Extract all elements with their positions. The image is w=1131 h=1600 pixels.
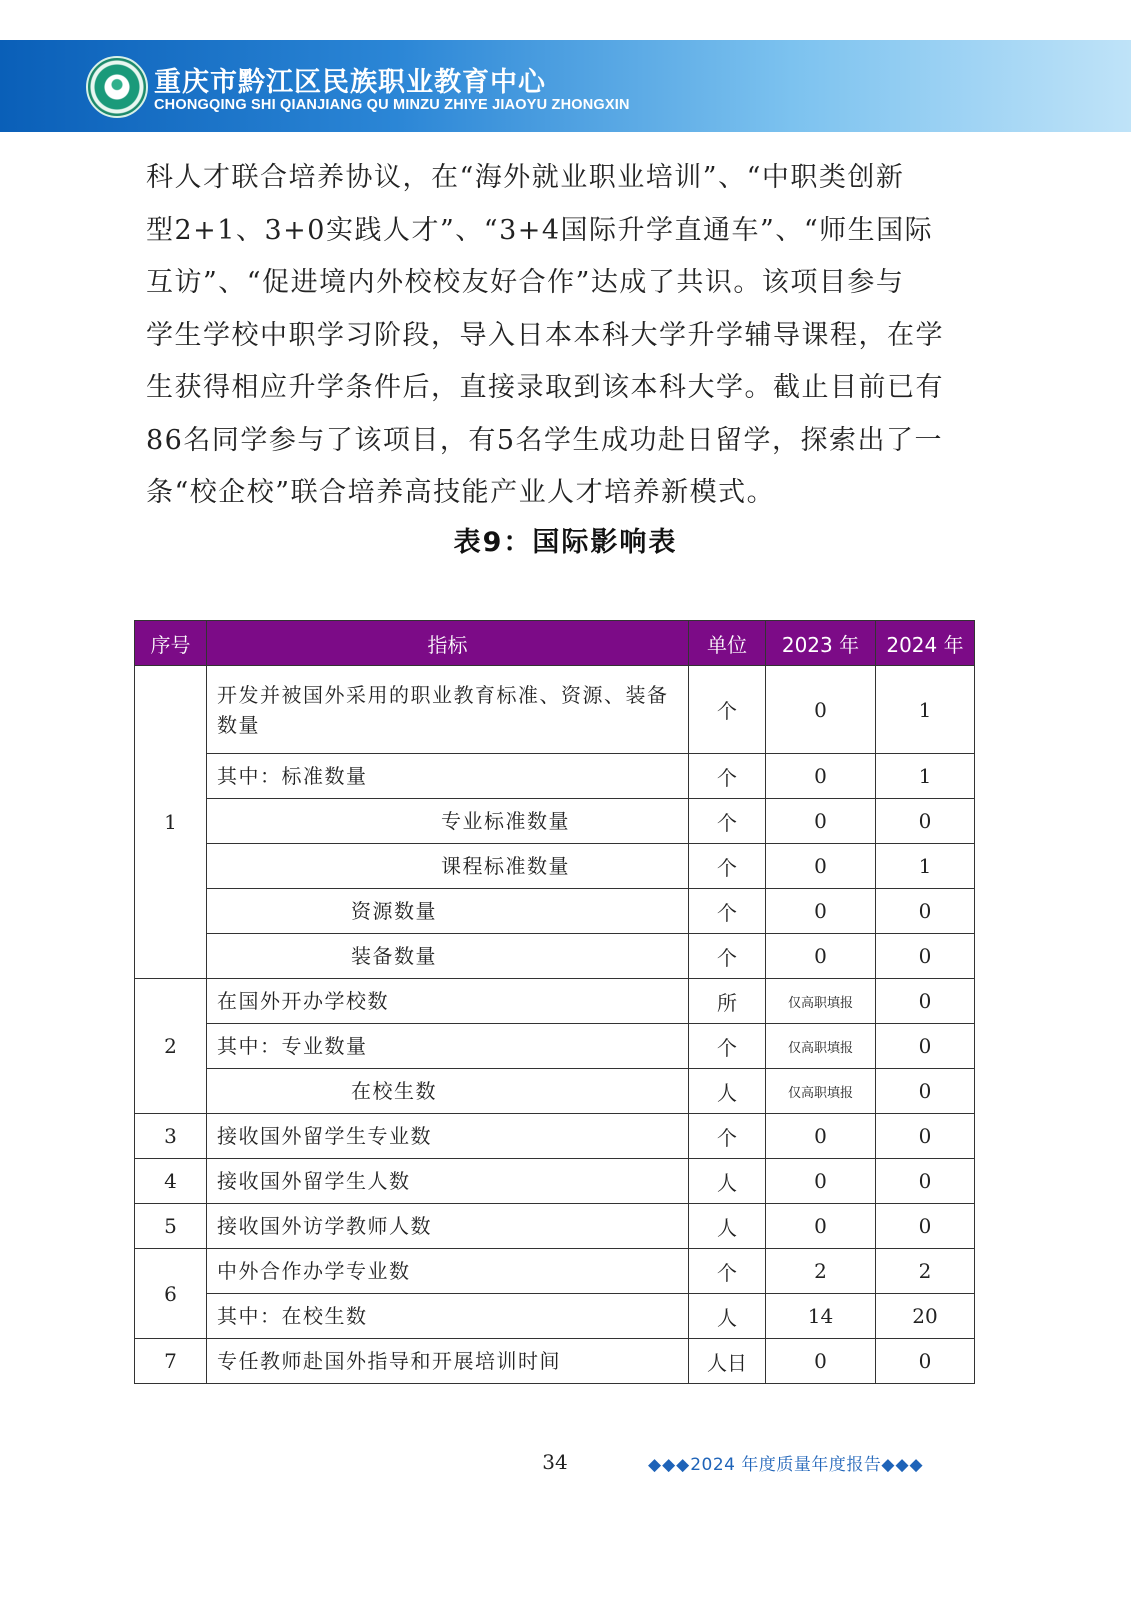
indicator-cell: 装备数量 (207, 934, 689, 979)
table-header-row (135, 621, 975, 666)
indicator-cell: 专任教师赴国外指导和开展培训时间 (207, 1339, 689, 1384)
page-number: 34 (542, 1450, 568, 1474)
value-2023-cell: 2 (766, 1249, 876, 1294)
value-2024-cell: 0 (876, 1204, 975, 1249)
indicator-cell: 专业标准数量 (207, 799, 689, 844)
indicator-cell: 在校生数 (207, 1069, 689, 1114)
table-row (135, 1294, 975, 1339)
value-2024-cell: 2 (876, 1249, 975, 1294)
table-row (135, 1339, 975, 1384)
paragraph-line: 互访”、“促进境内外校校友好合作”达成了共识。该项目参与 (146, 267, 905, 298)
row-number: 3 (135, 1114, 207, 1159)
value-2024-cell: 1 (876, 844, 975, 889)
table-row (135, 1159, 975, 1204)
table-row (135, 889, 975, 934)
value-2024-cell: 20 (876, 1294, 975, 1339)
value-2024-cell: 0 (876, 1024, 975, 1069)
unit-cell: 个 (689, 1114, 766, 1159)
table-row (135, 1069, 975, 1114)
emblem-center (105, 75, 129, 99)
value-2023-cell: 0 (766, 934, 876, 979)
diamond-icon: ◆◆◆ (648, 1455, 691, 1475)
international-influence-table (134, 620, 975, 1384)
unit-cell: 个 (689, 799, 766, 844)
column-header-indicator: 指标 (207, 621, 689, 666)
column-header-2023: 2023 年 (766, 621, 876, 666)
table-row (135, 799, 975, 844)
school-name: 重庆市黔江区民族职业教育中心 (154, 67, 546, 98)
table-row (135, 1204, 975, 1249)
row-number: 1 (135, 666, 207, 979)
value-2023-cell: 0 (766, 1159, 876, 1204)
footer-report-title (648, 1450, 924, 1475)
value-2023-cell: 仅高职填报 (766, 979, 876, 1024)
value-2023-cell: 仅高职填报 (766, 1024, 876, 1069)
table-row (135, 666, 975, 754)
value-2023-cell: 0 (766, 889, 876, 934)
unit-cell: 人 (689, 1294, 766, 1339)
indicator-cell: 课程标准数量 (207, 844, 689, 889)
indicator-cell: 其中：在校生数 (207, 1294, 689, 1339)
unit-cell: 个 (689, 889, 766, 934)
indicator-cell: 中外合作办学专业数 (207, 1249, 689, 1294)
table-row (135, 1114, 975, 1159)
paragraph-line: 学生学校中职学习阶段，导入日本本科大学升学辅导课程，在学 (146, 319, 944, 351)
unit-cell: 个 (689, 1024, 766, 1069)
table-row (135, 844, 975, 889)
row-number: 5 (135, 1204, 207, 1249)
value-2024-cell: 0 (876, 1114, 975, 1159)
value-2023-cell: 仅高职填报 (766, 1069, 876, 1114)
table-row (135, 1024, 975, 1069)
unit-cell: 个 (689, 934, 766, 979)
unit-cell: 个 (689, 754, 766, 799)
column-header-no: 序号 (135, 621, 207, 666)
paragraph-line: 生获得相应升学条件后，直接录取到该本科大学。截止目前已有 (146, 372, 944, 403)
indicator-cell: 接收国外留学生专业数 (207, 1114, 689, 1159)
value-2023-cell: 0 (766, 666, 876, 754)
row-number: 4 (135, 1159, 207, 1204)
value-2024-cell: 0 (876, 934, 975, 979)
value-2023-cell: 0 (766, 1339, 876, 1384)
row-number: 2 (135, 979, 207, 1114)
value-2024-cell: 0 (876, 1069, 975, 1114)
table-row (135, 934, 975, 979)
value-2024-cell: 0 (876, 1159, 975, 1204)
school-emblem-icon (86, 56, 148, 118)
indicator-cell: 接收国外访学教师人数 (207, 1204, 689, 1249)
indicator-cell: 资源数量 (207, 889, 689, 934)
table-row (135, 979, 975, 1024)
value-2023-cell: 0 (766, 754, 876, 799)
unit-cell: 人 (689, 1069, 766, 1114)
value-2023-cell: 0 (766, 1114, 876, 1159)
diamond-icon: ◆◆◆ (881, 1455, 924, 1475)
unit-cell: 所 (689, 979, 766, 1024)
column-header-unit: 单位 (689, 621, 766, 666)
value-2024-cell: 1 (876, 754, 975, 799)
unit-cell: 人 (689, 1159, 766, 1204)
indicator-cell: 接收国外留学生人数 (207, 1159, 689, 1204)
indicator-cell: 其中：专业数量 (207, 1024, 689, 1069)
school-pinyin: CHONGQING SHI QIANJIANG QU MINZU ZHIYE JIAOYU ZHONGXIN (154, 97, 630, 113)
unit-cell: 个 (689, 1249, 766, 1294)
indicator-cell: 开发并被国外采用的职业教育标准、资源、装备数量 (207, 666, 689, 754)
row-number: 7 (135, 1339, 207, 1384)
value-2023-cell: 0 (766, 1204, 876, 1249)
unit-cell: 人 (689, 1204, 766, 1249)
body-paragraph (146, 152, 968, 520)
value-2024-cell: 0 (876, 799, 975, 844)
unit-cell: 个 (689, 666, 766, 754)
value-2024-cell: 0 (876, 1339, 975, 1384)
indicator-cell: 其中：标准数量 (207, 754, 689, 799)
value-2023-cell: 0 (766, 799, 876, 844)
value-2023-cell: 0 (766, 844, 876, 889)
column-header-2024: 2024 年 (876, 621, 975, 666)
paragraph-line: 型2+1、3+0实践人才”、“3+4国际升学直通车”、“师生国际 (146, 214, 934, 246)
paragraph-line: 科人才联合培养协议，在“海外就业职业培训”、“中职类创新 (146, 162, 905, 193)
unit-cell: 个 (689, 844, 766, 889)
table-row (135, 1249, 975, 1294)
report-title-text: 2024 年度质量年度报告 (690, 1455, 882, 1475)
paragraph-line: 86名同学参与了该项目，有5名学生成功赴日留学，探索出了一 (146, 424, 944, 456)
table-title: 表9：国际影响表 (453, 527, 678, 558)
value-2024-cell: 1 (876, 666, 975, 754)
paragraph-line: 条“校企校”联合培养高技能产业人才培养新模式。 (146, 477, 776, 508)
unit-cell: 人日 (689, 1339, 766, 1384)
indicator-cell: 在国外开办学校数 (207, 979, 689, 1024)
value-2023-cell: 14 (766, 1294, 876, 1339)
row-number: 6 (135, 1249, 207, 1339)
table-row (135, 754, 975, 799)
value-2024-cell: 0 (876, 979, 975, 1024)
value-2024-cell: 0 (876, 889, 975, 934)
